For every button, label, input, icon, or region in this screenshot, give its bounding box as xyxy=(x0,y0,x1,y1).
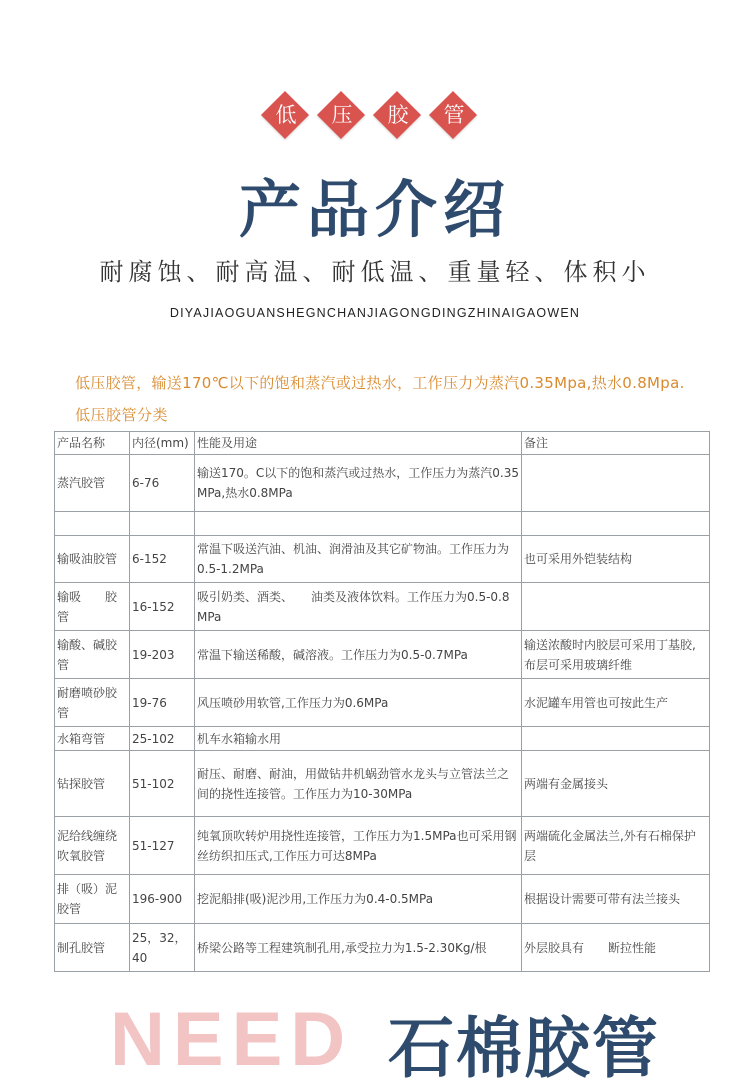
table-cell: 16-152 xyxy=(130,583,195,631)
table-row xyxy=(55,631,710,679)
table-cell: 两端硫化金属法兰,外有石棉保护层 xyxy=(522,817,710,875)
header-cell: 备注 xyxy=(522,432,710,455)
table-cell: 钻探胶管 xyxy=(55,751,130,817)
table-cell: 6-152 xyxy=(130,536,195,583)
classification-heading: 低压胶管分类 xyxy=(75,406,169,424)
diamond-badge xyxy=(318,92,366,140)
table-row xyxy=(55,679,710,727)
table-cell: 常温下吸送汽油、机油、润滑油及其它矿物油。工作压力为0.5-1.2MPa xyxy=(195,536,522,583)
pinyin-line: DIYAJIAOGUANSHEGNCHANJIAGONGDINGZHINAIGAOWEN xyxy=(169,306,581,320)
diamond-badge xyxy=(430,92,478,140)
table-cell: 19-203 xyxy=(130,631,195,679)
table-cell: 吸引奶类、酒类、 油类及液体饮料。工作压力为0.5-0.8MPa xyxy=(195,583,522,631)
header-cell: 内径(mm) xyxy=(130,432,195,455)
table-cell: 水泥罐车用管也可按此生产 xyxy=(522,679,710,727)
table-row xyxy=(55,536,710,583)
table-row xyxy=(55,924,710,972)
table-cell: 纯氧顶吹转炉用挠性连接管，工作压力为1.5MPa也可采用钢丝纺织扣压式,工作压力可达8MPa xyxy=(195,817,522,875)
page-title: 产品介绍 xyxy=(238,173,511,246)
table-cell: 19-76 xyxy=(130,679,195,727)
table-cell: 外层胶具有 断拉性能 xyxy=(522,924,710,972)
diamond-badge xyxy=(374,92,422,140)
table-cell xyxy=(522,512,710,536)
table-cell: 输送浓酸时内胶层可采用丁基胶,布层可采用玻璃纤维 xyxy=(522,631,710,679)
diamond-char: 压 xyxy=(331,103,353,127)
table-cell: 196-900 xyxy=(130,875,195,924)
table-cell: 蒸汽胶管 xyxy=(55,455,130,512)
table-cell: 耐压、耐磨、耐油，用做钻井机蜗劲管水龙头与立管法兰之间的挠性连接管。工作压力为10-30MPa xyxy=(195,751,522,817)
page-subtitle: 耐腐蚀、耐高温、耐低温、重量轻、体积小 xyxy=(99,258,651,286)
next-section-title: 石棉胶管 xyxy=(388,1010,660,1087)
diamond-badge xyxy=(262,92,310,140)
intro-text: 低压胶管，输送170℃以下的饱和蒸汽或过热水，工作压力为蒸汽0.35Mpa,热水0.8Mpa. xyxy=(75,374,685,392)
table-cell: 输吸 胶管 xyxy=(55,583,130,631)
table-cell: 制孔胶管 xyxy=(55,924,130,972)
table-row xyxy=(55,512,710,536)
header-cell: 性能及用途 xyxy=(195,432,522,455)
table-cell: 输酸、碱胶管 xyxy=(55,631,130,679)
table-cell: 两端有金属接头 xyxy=(522,751,710,817)
table-cell: 风压喷砂用软管,工作压力为0.6MPa xyxy=(195,679,522,727)
need-watermark: NEED xyxy=(110,997,354,1082)
table-cell: 常温下输送稀酸，碱溶液。工作压力为0.5-0.7MPa xyxy=(195,631,522,679)
table-cell xyxy=(195,512,522,536)
title-diamonds xyxy=(0,92,750,142)
table-cell: 水箱弯管 xyxy=(55,727,130,751)
table-cell: 排（吸）泥胶管 xyxy=(55,875,130,924)
table-cell: 机车水箱输水用 xyxy=(195,727,522,751)
diamond-char: 管 xyxy=(443,103,465,127)
table-row xyxy=(55,751,710,817)
table-cell: 桥梁公路等工程建筑制孔用,承受拉力为1.5-2.30Kg/根 xyxy=(195,924,522,972)
hose-spec-table xyxy=(54,431,710,972)
table-cell: 挖泥船排(吸)泥沙用,工作压力为0.4-0.5MPa xyxy=(195,875,522,924)
table-cell xyxy=(522,455,710,512)
table-row xyxy=(55,817,710,875)
table-cell: 51-127 xyxy=(130,817,195,875)
table-cell: 根据设计需要可带有法兰接头 xyxy=(522,875,710,924)
table-cell: 6-76 xyxy=(130,455,195,512)
table-cell: 51-102 xyxy=(130,751,195,817)
table-cell: 25，32，40 xyxy=(130,924,195,972)
diamond-char: 胶 xyxy=(387,103,409,127)
table-row xyxy=(55,875,710,924)
table-cell xyxy=(522,727,710,751)
table-header-row xyxy=(55,432,710,455)
diamond-char: 低 xyxy=(275,103,297,127)
table-row xyxy=(55,583,710,631)
table-cell: 也可采用外铠装结构 xyxy=(522,536,710,583)
table-cell: 耐磨喷砂胶管 xyxy=(55,679,130,727)
table-cell: 泥给线缠绕吹氧胶管 xyxy=(55,817,130,875)
table-cell xyxy=(130,512,195,536)
table-cell xyxy=(55,512,130,536)
table-cell xyxy=(522,583,710,631)
table-cell: 25-102 xyxy=(130,727,195,751)
table-row xyxy=(55,455,710,512)
table-cell: 输送170。C以下的饱和蒸汽或过热水，工作压力为蒸汽0.35MPa,热水0.8MPa xyxy=(195,455,522,512)
table-cell: 输吸油胶管 xyxy=(55,536,130,583)
table-row xyxy=(55,727,710,751)
header-cell: 产品名称 xyxy=(55,432,130,455)
